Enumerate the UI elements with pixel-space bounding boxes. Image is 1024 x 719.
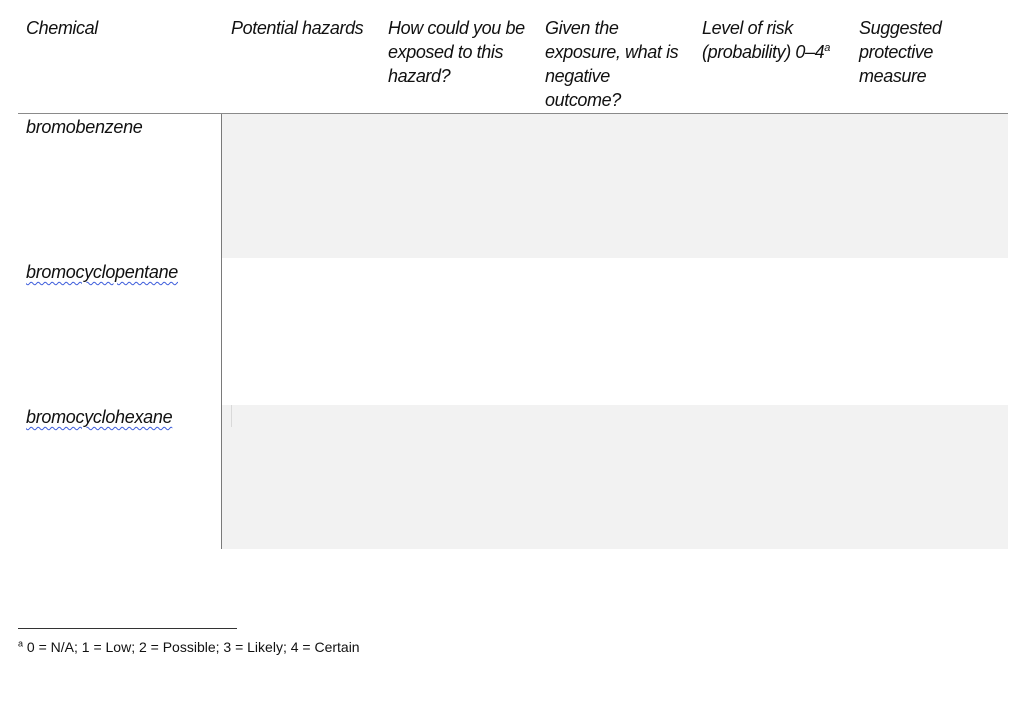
header-chemical: Chemical <box>26 18 98 38</box>
footnote-marker: a <box>18 638 24 649</box>
row-bromobenzene-cells[interactable] <box>222 114 1008 258</box>
text-cursor <box>231 405 232 427</box>
header-exposure-route: How could you be exposed to this hazard? <box>388 18 525 86</box>
header-level-of-risk-text: Level of risk (probability) 0–4 <box>702 18 825 62</box>
row-label-bromobenzene: bromobenzene <box>26 117 143 137</box>
footnote-text: 0 = N/A; 1 = Low; 2 = Possible; 3 = Likely; 4 = Certain <box>23 639 360 655</box>
header-negative-outcome: Given the exposure, what is negative outcome? <box>545 18 679 110</box>
row-bromocyclohexane-cells[interactable] <box>222 405 1008 549</box>
header-potential-hazards: Potential hazards <box>231 18 364 38</box>
header-level-of-risk <box>702 16 858 64</box>
row-label-bromocyclohexane: bromocyclohexane <box>26 407 173 427</box>
footnote <box>18 638 360 656</box>
footnote-separator <box>18 628 237 629</box>
row-label-bromocyclopentane: bromocyclopentane <box>26 262 178 282</box>
column-divider <box>221 114 222 549</box>
header-footnote-marker: a <box>824 42 830 54</box>
header-protective-measure: Suggested protective measure <box>859 18 942 86</box>
